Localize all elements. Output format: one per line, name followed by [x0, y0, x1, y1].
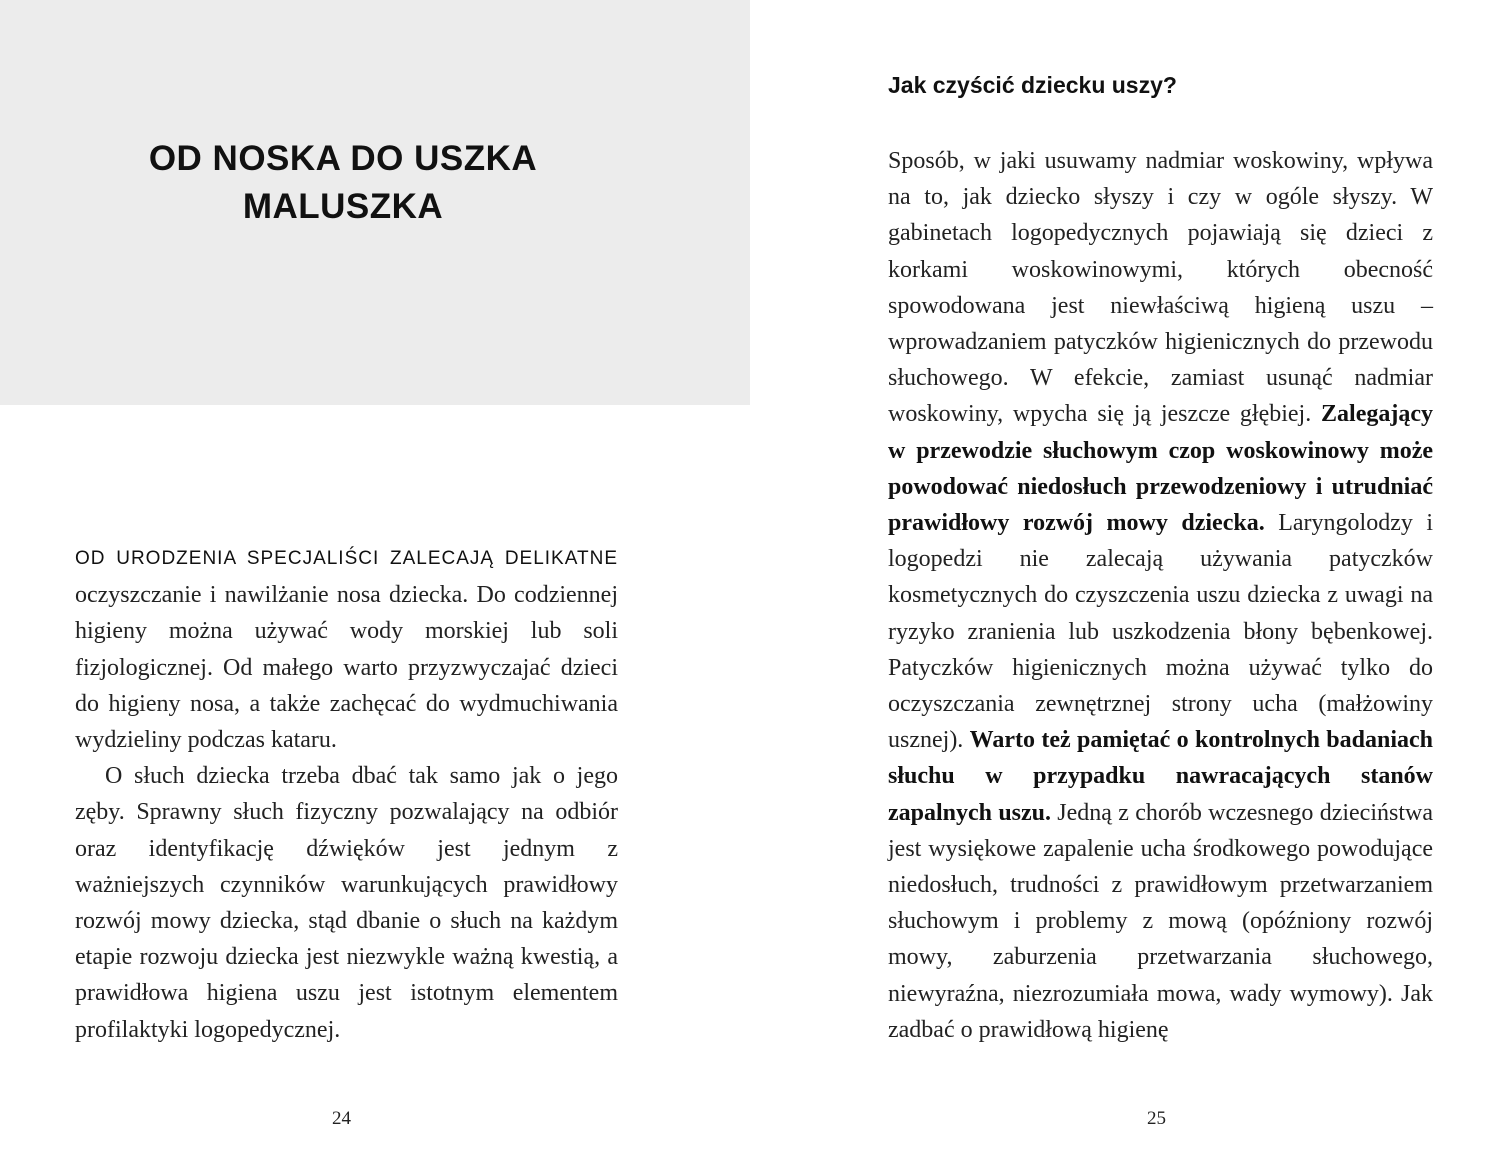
page-number-right: 25: [1147, 1108, 1166, 1129]
bold-run-1: Zalegający w przewodzie słuchowym czop woskowinowy może powodować niedosłuch przewodzeniowy i utrudniać prawidłowy rozwój mowy dziecka.: [888, 401, 1434, 537]
paragraph-1: [75, 539, 618, 758]
right-page: [750, 0, 1500, 1173]
text-run-3: Jedną z chorób wczesnego dzieciństwa jest wysiękowe zapalenie ucha środkowego powodujące niedosłuch, trudności z prawidłowym przetwarzaniem słuchowym i problemy z mową (opóźniony rozwój mowy, zaburzenia przetwarzania słuchowego, niewyraźna, niezrozumiała mowa, wady wymowy). Jak zadbać o prawidłową higienę: [888, 799, 1433, 1043]
lead-in-caps: OD URODZENIA SPECJALIŚCI ZALECAJĄ DELIKATNE: [75, 548, 618, 569]
right-body-text: [888, 143, 1433, 1048]
section-heading: Jak czyścić dziecku uszy?: [888, 72, 1177, 98]
text-run-1: Sposób, w jaki usuwamy nadmiar woskowiny, wpływa na to, jak dziecko słyszy i czy w ogóle słyszy. W gabinetach logopedycznych pojawiają się dzieci z korkami woskowinowymi, których obecność spowodowana jest niewłaściwą higieną uszu – wprowadzaniem patyczków higienicznych do przewodu słuchowego. W efekcie, zamiast usunąć nadmiar woskowiny, wpycha się ją jeszcze głębiej.: [888, 148, 1433, 428]
chapter-title-line-2: MALUSZKA: [242, 187, 444, 226]
text-run-2: Laryngolodzy i logopedzi nie zalecają używania patyczków kosmetycznych do czyszczenia uszu dziecka z uwagi na ryzyko zranienia lub uszkodzenia błony bębenkowej. Patyczków higienicznych można używać tylko do oczyszczania zewnętrznej strony ucha (małżowiny usznej).: [888, 510, 1434, 754]
left-body-text: [75, 539, 618, 1048]
right-paragraph: [888, 143, 1433, 1048]
page-number-left: 24: [332, 1108, 351, 1129]
paragraph-1-body: oczyszczanie i nawilżanie nosa dziecka. Do codziennej higieny można używać wody morskiej lub soli fizjologicznej. Od małego warto przyzwyczajać dzieci do higieny nosa, a także zachęcać do wydmuchiwania wydzieliny podczas kataru.: [75, 582, 618, 754]
chapter-title-panel: [0, 0, 750, 405]
chapter-title-line-1: OD NOSKA DO USZKA: [148, 139, 538, 178]
paragraph-2: O słuch dziecka trzeba dbać tak samo jak o jego zęby. Sprawny słuch fizyczny pozwalający na odbiór oraz identyfikację dźwięków jest jednym z ważniejszych czynników warunkujących prawidłowy rozwój mowy dziecka, stąd dbanie o słuch na każdym etapie rozwoju dziecka jest niezwykle ważną kwestią, a prawidłowa higiena uszu jest istotnym elementem profilaktyki logopedycznej.: [75, 763, 618, 1043]
chapter-title: [0, 135, 686, 231]
bold-run-2: Warto też pamiętać o kontrolnych badaniach słuchu w przypadku nawracających stanów zapalnych uszu.: [888, 727, 1433, 826]
